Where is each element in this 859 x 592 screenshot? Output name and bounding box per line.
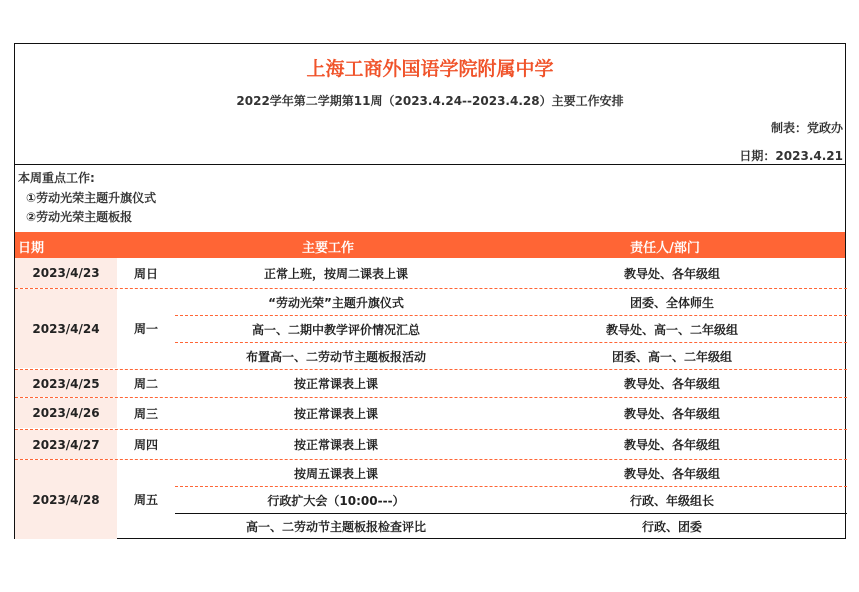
task-work: 行政扩大会（10:00---）	[267, 493, 405, 508]
task-work: 正常上班，按周二课表上课	[263, 266, 408, 281]
task-work: 布置高一、二劳动节主题板报活动	[245, 349, 426, 364]
row-date: 2023/4/23	[15, 258, 117, 288]
task-work: 高一、二期中教学评价情况汇总	[251, 322, 420, 337]
task-owner: 行政、年级组长	[629, 493, 714, 508]
row-date: 2023/4/24	[15, 289, 117, 368]
row-day: 周一	[133, 322, 158, 336]
task-owner: 教导处、各年级组	[623, 266, 720, 281]
schedule-subtitle: 2022学年第二学期第11周（2023.4.24--2023.4.28）主要工作安排	[236, 94, 624, 108]
row-day: 周四	[133, 438, 158, 452]
table-header	[15, 232, 845, 258]
row-date: 2023/4/27	[15, 430, 117, 459]
focus-title: 本周重点工作:	[18, 171, 95, 185]
maker-label: 制表：党政办	[770, 121, 843, 135]
row-day: 周五	[133, 493, 158, 507]
column-header-work: 主要工作	[301, 241, 354, 256]
task-work: “劳动光荣”主题升旗仪式	[268, 295, 404, 310]
task-work: 高一、二劳动节主题板报检查评比	[245, 520, 426, 534]
task-owner: 教导处、各年级组	[623, 438, 720, 452]
task-owner: 教导处、各年级组	[623, 466, 720, 481]
focus-item: ①劳动光荣主题升旗仪式	[26, 191, 157, 205]
task-work: 按周五课表上课	[293, 466, 378, 481]
row-date: 2023/4/25	[15, 370, 117, 397]
row-date: 2023/4/28	[15, 460, 117, 539]
school-title: 上海工商外国语学院附属中学	[306, 58, 554, 80]
focus-item: ②劳动光荣主题板报	[26, 210, 133, 224]
task-owner: 团委、全体师生	[629, 295, 714, 310]
row-day: 周日	[133, 266, 158, 281]
issue-date: 日期：2023.4.21	[739, 149, 843, 163]
task-work: 按正常课表上课	[293, 377, 378, 391]
row-day: 周三	[133, 406, 158, 421]
weekly-focus	[15, 164, 845, 233]
task-owner: 教导处、各年级组	[623, 377, 720, 391]
schedule-sheet	[14, 43, 846, 539]
task-owner: 教导处、各年级组	[623, 406, 720, 421]
task-owner: 教导处、高一、二年级组	[605, 322, 738, 337]
column-header-owner: 责任人/部门	[630, 241, 700, 256]
task-owner: 行政、团委	[641, 520, 702, 534]
task-work: 按正常课表上课	[293, 406, 378, 421]
row-date: 2023/4/26	[15, 398, 117, 428]
task-owner: 团委、高一、二年级组	[611, 349, 732, 364]
row-day: 周二	[133, 377, 158, 391]
task-work: 按正常课表上课	[293, 438, 378, 452]
column-header-date: 日期	[18, 241, 45, 256]
